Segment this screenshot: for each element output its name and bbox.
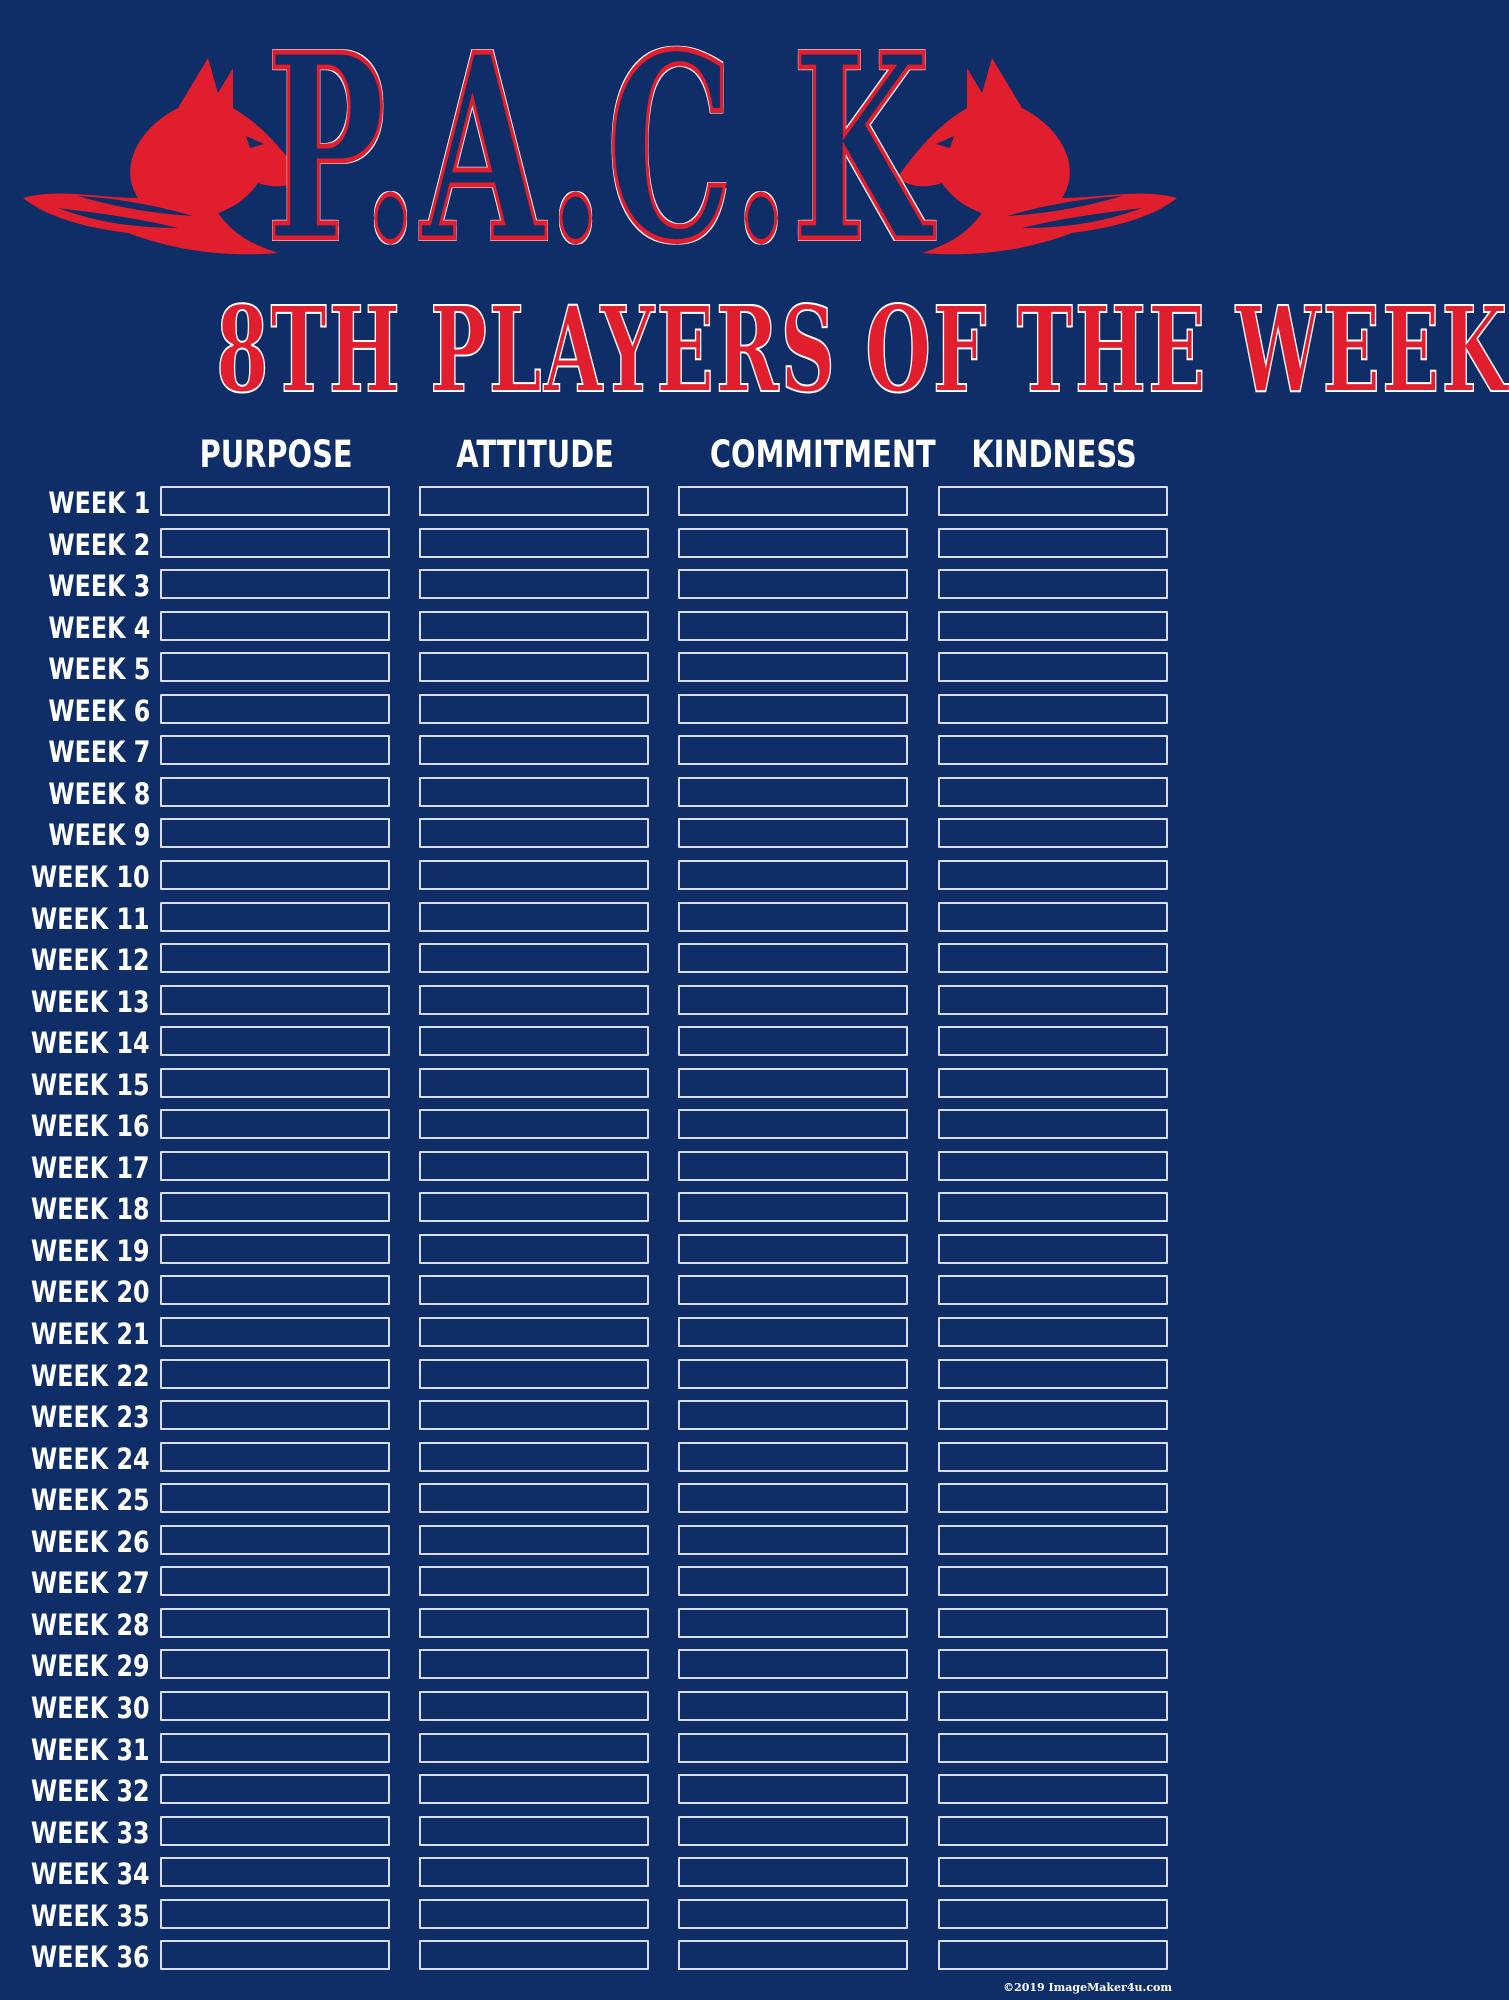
entry-box-purpose (160, 1026, 390, 1056)
week-label (0, 1608, 150, 1642)
entry-box-purpose (160, 943, 390, 973)
entry-box-commitment (678, 694, 908, 724)
entry-box-attitude (419, 1442, 649, 1472)
week-row (0, 818, 1200, 852)
week-label-text: WEEK 19 (31, 1234, 150, 1268)
week-label (0, 1026, 150, 1060)
entry-box-attitude (419, 735, 649, 765)
entry-box-attitude (419, 1275, 649, 1305)
entry-box-purpose (160, 569, 390, 599)
entry-box-kindness (938, 735, 1168, 765)
week-label (0, 1109, 150, 1143)
entry-box-kindness (938, 486, 1168, 516)
week-label (0, 486, 150, 520)
entry-box-kindness (938, 1151, 1168, 1181)
entry-box-attitude (419, 528, 649, 558)
entry-box-kindness (938, 1608, 1168, 1638)
week-label-text: WEEK 23 (31, 1400, 150, 1434)
entry-box-attitude (419, 486, 649, 516)
entry-box-purpose (160, 1275, 390, 1305)
entry-box-purpose (160, 1483, 390, 1513)
week-label-text: WEEK 14 (31, 1026, 150, 1060)
entry-box-kindness (938, 777, 1168, 807)
entry-box-purpose (160, 694, 390, 724)
week-row (0, 1234, 1200, 1268)
week-row (0, 902, 1200, 936)
entry-box-attitude (419, 1026, 649, 1056)
week-label (0, 694, 150, 728)
week-label-text: WEEK 16 (31, 1109, 150, 1143)
week-label (0, 1442, 150, 1476)
entry-box-kindness (938, 1857, 1168, 1887)
entry-box-purpose (160, 1192, 390, 1222)
page-subtitle: 8TH PLAYERS OF THE WEEK (216, 280, 1509, 419)
week-label (0, 1691, 150, 1725)
entry-box-purpose (160, 611, 390, 641)
entry-box-commitment (678, 1192, 908, 1222)
entry-box-purpose (160, 1400, 390, 1430)
entry-box-purpose (160, 818, 390, 848)
entry-box-purpose (160, 1608, 390, 1638)
week-row (0, 1400, 1200, 1434)
entry-box-kindness (938, 1400, 1168, 1430)
entry-box-purpose (160, 1109, 390, 1139)
column-header-label: ATTITUDE (456, 433, 614, 476)
entry-box-commitment (678, 943, 908, 973)
entry-box-attitude (419, 1068, 649, 1098)
week-label-text: WEEK 7 (48, 735, 150, 769)
week-label (0, 1275, 150, 1309)
entry-box-kindness (938, 985, 1168, 1015)
entry-box-kindness (938, 1275, 1168, 1305)
entry-box-kindness (938, 1483, 1168, 1513)
week-label (0, 1649, 150, 1683)
entry-box-purpose (160, 1816, 390, 1846)
entry-box-purpose (160, 902, 390, 932)
week-label-text: WEEK 9 (48, 818, 150, 852)
week-row (0, 1525, 1200, 1559)
column-header-label: COMMITMENT (709, 433, 936, 476)
week-label-text: WEEK 3 (48, 569, 150, 603)
week-row (0, 943, 1200, 977)
entry-box-kindness (938, 1899, 1168, 1929)
week-label-text: WEEK 21 (31, 1317, 150, 1351)
week-label-text: WEEK 15 (31, 1068, 150, 1102)
week-label (0, 1733, 150, 1767)
week-label (0, 1400, 150, 1434)
entry-box-purpose (160, 1566, 390, 1596)
entry-box-kindness (938, 652, 1168, 682)
week-row (0, 652, 1200, 686)
week-label-text: WEEK 34 (31, 1857, 150, 1891)
entry-box-purpose (160, 985, 390, 1015)
week-row (0, 860, 1200, 894)
entry-box-commitment (678, 1068, 908, 1098)
week-row (0, 1359, 1200, 1393)
week-label-text: WEEK 8 (48, 777, 150, 811)
week-label-text: WEEK 30 (31, 1691, 150, 1725)
entry-box-purpose (160, 1899, 390, 1929)
week-label-text: WEEK 13 (31, 985, 150, 1019)
entry-box-kindness (938, 1317, 1168, 1347)
week-label-text: WEEK 35 (31, 1899, 150, 1933)
entry-box-commitment (678, 569, 908, 599)
week-label-text: WEEK 27 (31, 1566, 150, 1600)
entry-box-kindness (938, 528, 1168, 558)
week-row (0, 528, 1200, 562)
entry-box-commitment (678, 1151, 908, 1181)
entry-box-kindness (938, 1940, 1168, 1970)
entry-box-commitment (678, 1483, 908, 1513)
entry-box-purpose (160, 486, 390, 516)
column-header (678, 430, 936, 480)
entry-box-attitude (419, 985, 649, 1015)
entry-box-commitment (678, 1400, 908, 1430)
week-row (0, 985, 1200, 1019)
entry-box-kindness (938, 1026, 1168, 1056)
week-label (0, 1774, 150, 1808)
week-label-text: WEEK 2 (48, 528, 150, 562)
entry-box-attitude (419, 1192, 649, 1222)
entry-box-attitude (419, 1109, 649, 1139)
week-label-text: WEEK 33 (31, 1816, 150, 1850)
week-label-text: WEEK 24 (31, 1442, 150, 1476)
week-label (0, 1192, 150, 1226)
week-row (0, 1733, 1200, 1767)
week-label (0, 818, 150, 852)
entry-box-kindness (938, 1109, 1168, 1139)
week-label (0, 1816, 150, 1850)
entry-box-attitude (419, 1733, 649, 1763)
entry-box-kindness (938, 611, 1168, 641)
entry-box-purpose (160, 1525, 390, 1555)
week-label (0, 1857, 150, 1891)
week-row (0, 1940, 1200, 1974)
week-label-text: WEEK 11 (31, 902, 150, 936)
page-title: P.A.C.K (266, 0, 934, 299)
entry-box-attitude (419, 1483, 649, 1513)
week-label (0, 611, 150, 645)
week-label-text: WEEK 32 (31, 1774, 150, 1808)
week-label-text: WEEK 6 (48, 694, 150, 728)
entry-box-commitment (678, 1317, 908, 1347)
week-row (0, 1442, 1200, 1476)
entry-box-attitude (419, 1774, 649, 1804)
entry-box-commitment (678, 1733, 908, 1763)
entry-box-commitment (678, 902, 908, 932)
entry-box-purpose (160, 777, 390, 807)
entry-box-attitude (419, 1940, 649, 1970)
entry-box-attitude (419, 1816, 649, 1846)
entry-box-commitment (678, 486, 908, 516)
week-label (0, 1899, 150, 1933)
week-label (0, 943, 150, 977)
entry-box-kindness (938, 1192, 1168, 1222)
week-row (0, 1483, 1200, 1517)
week-label (0, 1151, 150, 1185)
week-row (0, 735, 1200, 769)
week-row (0, 1068, 1200, 1102)
entry-box-kindness (938, 1566, 1168, 1596)
entry-box-kindness (938, 1816, 1168, 1846)
week-row (0, 1649, 1200, 1683)
week-row (0, 1857, 1200, 1891)
entry-box-kindness (938, 818, 1168, 848)
week-label (0, 1317, 150, 1351)
week-row (0, 1275, 1200, 1309)
week-label-text: WEEK 36 (31, 1940, 150, 1974)
week-label-text: WEEK 29 (31, 1649, 150, 1683)
entry-box-attitude (419, 777, 649, 807)
week-row (0, 1192, 1200, 1226)
entry-box-kindness (938, 1733, 1168, 1763)
entry-box-purpose (160, 1733, 390, 1763)
week-row (0, 694, 1200, 728)
week-label (0, 1234, 150, 1268)
entry-box-commitment (678, 1940, 908, 1970)
entry-box-purpose (160, 1359, 390, 1389)
entry-box-attitude (419, 694, 649, 724)
entry-box-commitment (678, 1442, 908, 1472)
entry-box-commitment (678, 1234, 908, 1264)
week-label (0, 652, 150, 686)
week-label-text: WEEK 18 (31, 1192, 150, 1226)
column-header (938, 430, 1170, 480)
entry-box-purpose (160, 652, 390, 682)
entry-box-attitude (419, 1317, 649, 1347)
entry-box-purpose (160, 1317, 390, 1347)
column-header-label: PURPOSE (199, 433, 353, 476)
entry-box-kindness (938, 1359, 1168, 1389)
week-label-text: WEEK 10 (31, 860, 150, 894)
week-label-text: WEEK 17 (31, 1151, 150, 1185)
week-label (0, 528, 150, 562)
entry-box-purpose (160, 735, 390, 765)
week-label-text: WEEK 5 (48, 652, 150, 686)
week-label-text: WEEK 4 (48, 611, 150, 645)
week-label-text: WEEK 20 (31, 1275, 150, 1309)
entry-box-attitude (419, 1857, 649, 1887)
entry-box-attitude (419, 1525, 649, 1555)
entry-box-attitude (419, 1151, 649, 1181)
entry-box-commitment (678, 1026, 908, 1056)
week-row (0, 486, 1200, 520)
entry-box-kindness (938, 694, 1168, 724)
entry-box-attitude (419, 1400, 649, 1430)
week-label-text: WEEK 1 (48, 486, 150, 520)
week-row (0, 1608, 1200, 1642)
week-row (0, 1109, 1200, 1143)
entry-box-commitment (678, 985, 908, 1015)
week-label (0, 1566, 150, 1600)
week-row (0, 1899, 1200, 1933)
entry-box-commitment (678, 1359, 908, 1389)
week-row (0, 1566, 1200, 1600)
week-row (0, 777, 1200, 811)
week-label (0, 1068, 150, 1102)
entry-box-attitude (419, 860, 649, 890)
entry-box-commitment (678, 1275, 908, 1305)
week-label (0, 735, 150, 769)
entry-box-commitment (678, 818, 908, 848)
entry-box-commitment (678, 1774, 908, 1804)
week-row (0, 1691, 1200, 1725)
entry-box-kindness (938, 1525, 1168, 1555)
entry-box-commitment (678, 777, 908, 807)
week-row (0, 1317, 1200, 1351)
week-row (0, 611, 1200, 645)
entry-box-commitment (678, 611, 908, 641)
entry-box-kindness (938, 902, 1168, 932)
entry-box-purpose (160, 528, 390, 558)
week-label-text: WEEK 31 (31, 1733, 150, 1767)
entry-box-attitude (419, 818, 649, 848)
copyright-notice: ©2019 ImageMaker4u.com (1003, 1981, 1172, 1994)
entry-box-commitment (678, 528, 908, 558)
week-label-text: WEEK 22 (31, 1359, 150, 1393)
week-label (0, 777, 150, 811)
entry-box-purpose (160, 1691, 390, 1721)
entry-box-commitment (678, 1109, 908, 1139)
column-header (419, 430, 651, 480)
week-label (0, 1359, 150, 1393)
entry-box-kindness (938, 1649, 1168, 1679)
entry-box-kindness (938, 1442, 1168, 1472)
entry-box-attitude (419, 902, 649, 932)
entry-box-commitment (678, 735, 908, 765)
week-label (0, 1940, 150, 1974)
entry-box-commitment (678, 1899, 908, 1929)
column-header (160, 430, 392, 480)
entry-box-kindness (938, 1691, 1168, 1721)
week-label-text: WEEK 26 (31, 1525, 150, 1559)
week-label-text: WEEK 25 (31, 1483, 150, 1517)
entry-box-commitment (678, 652, 908, 682)
entry-box-purpose (160, 1068, 390, 1098)
entry-box-attitude (419, 611, 649, 641)
entry-box-attitude (419, 1359, 649, 1389)
entry-box-kindness (938, 1774, 1168, 1804)
entry-box-commitment (678, 1649, 908, 1679)
entry-box-purpose (160, 860, 390, 890)
entry-box-commitment (678, 1525, 908, 1555)
week-row (0, 1026, 1200, 1060)
entry-box-kindness (938, 1234, 1168, 1264)
entry-box-purpose (160, 1649, 390, 1679)
entry-box-attitude (419, 569, 649, 599)
week-row (0, 1151, 1200, 1185)
week-row (0, 1816, 1200, 1850)
entry-box-attitude (419, 1899, 649, 1929)
entry-box-kindness (938, 860, 1168, 890)
week-label-text: WEEK 28 (31, 1608, 150, 1642)
entry-box-purpose (160, 1442, 390, 1472)
entry-box-kindness (938, 569, 1168, 599)
entry-box-commitment (678, 1566, 908, 1596)
entry-box-attitude (419, 1566, 649, 1596)
entry-box-kindness (938, 1068, 1168, 1098)
entry-box-attitude (419, 943, 649, 973)
entry-box-commitment (678, 1816, 908, 1846)
entry-box-purpose (160, 1774, 390, 1804)
entry-box-purpose (160, 1940, 390, 1970)
entry-box-commitment (678, 1857, 908, 1887)
entry-box-attitude (419, 1691, 649, 1721)
week-row (0, 569, 1200, 603)
entry-box-commitment (678, 860, 908, 890)
entry-box-commitment (678, 1691, 908, 1721)
week-label (0, 860, 150, 894)
week-label (0, 902, 150, 936)
entry-box-attitude (419, 1608, 649, 1638)
column-header-label: KINDNESS (971, 433, 1137, 476)
entry-box-attitude (419, 652, 649, 682)
week-label (0, 985, 150, 1019)
entry-box-purpose (160, 1151, 390, 1181)
entry-box-attitude (419, 1649, 649, 1679)
week-label (0, 1525, 150, 1559)
entry-box-purpose (160, 1857, 390, 1887)
entry-box-commitment (678, 1608, 908, 1638)
week-label (0, 569, 150, 603)
week-label (0, 1483, 150, 1517)
entry-box-kindness (938, 943, 1168, 973)
week-row (0, 1774, 1200, 1808)
entry-box-attitude (419, 1234, 649, 1264)
week-label-text: WEEK 12 (31, 943, 150, 977)
entry-box-purpose (160, 1234, 390, 1264)
